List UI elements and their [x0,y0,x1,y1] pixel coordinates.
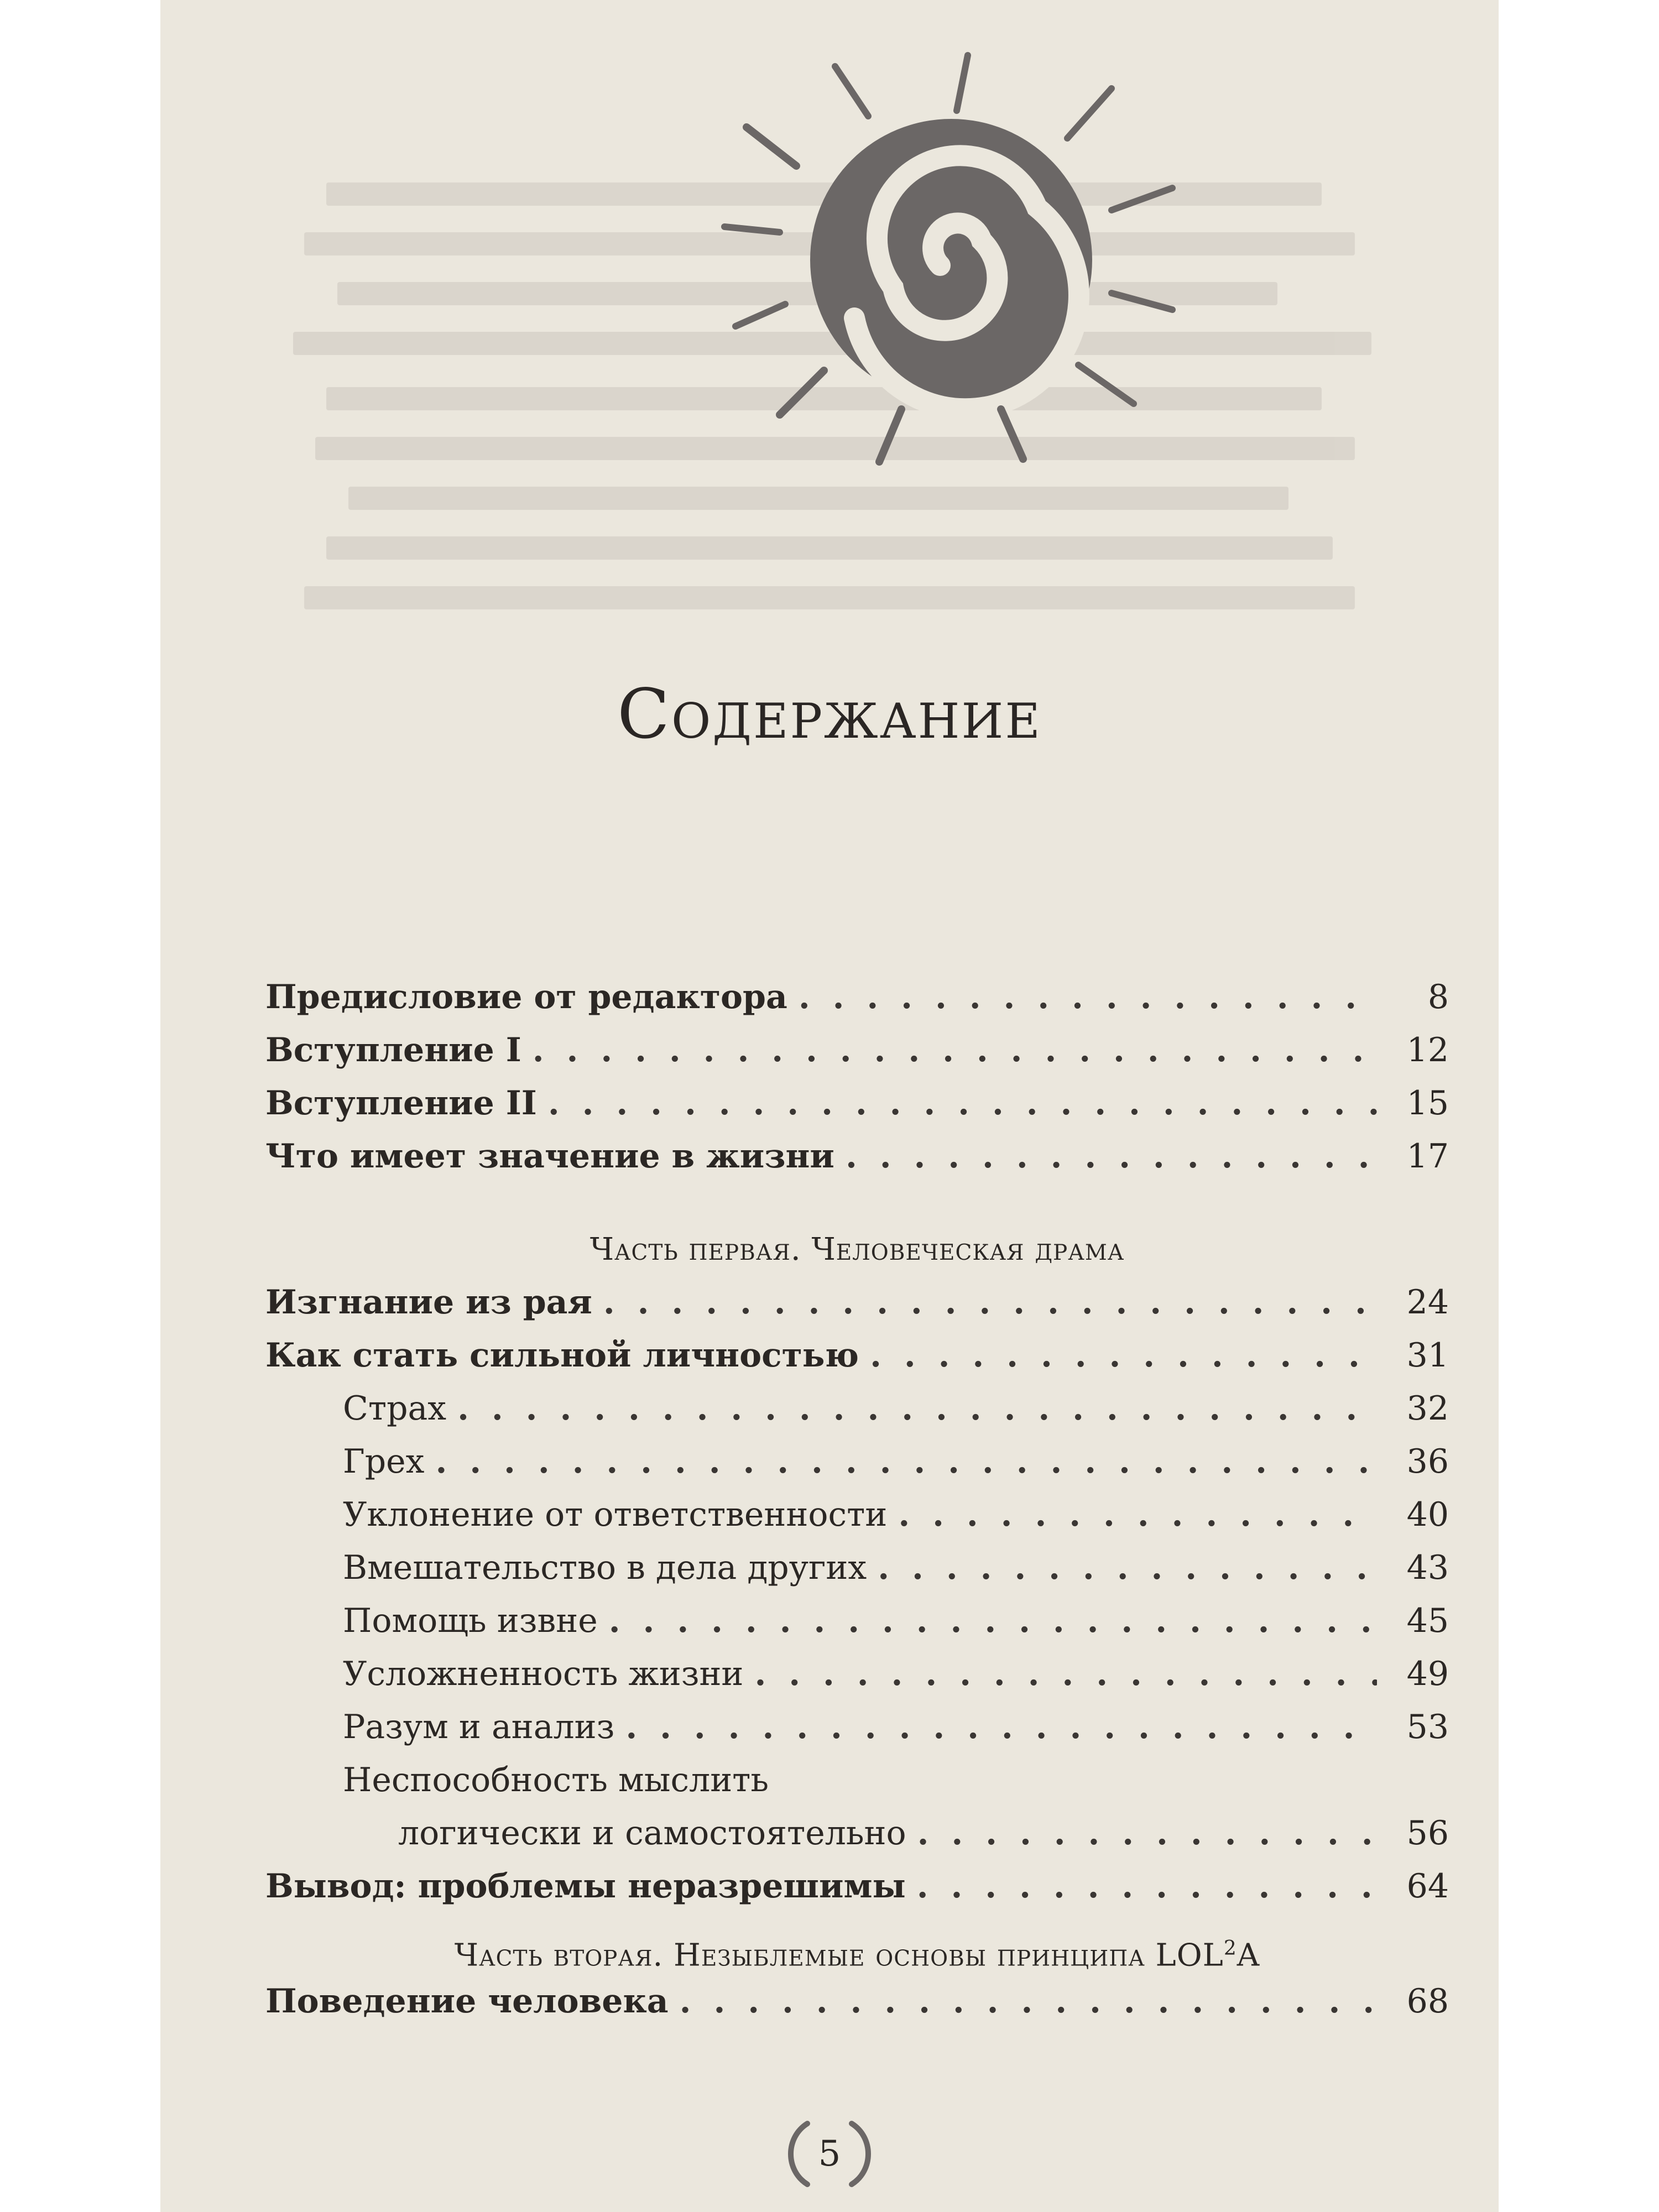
toc-entry [265,1975,1449,2028]
toc-subentry-line1 [265,1754,1449,1807]
dot-leader [917,1807,1377,1860]
toc-entry-page: 12 [1406,1031,1449,1070]
part-one-heading: Часть первая. Человеческая драма [589,1232,1125,1267]
toc-entry-label: Уклонение от ответственности [343,1495,888,1534]
dot-leader [680,1975,1377,2028]
toc-entry-label: Предисловие от редактора [265,978,787,1016]
toc-entry-label: Помощь извне [343,1601,598,1640]
toc-entry-page: 40 [1406,1495,1449,1534]
toc-entry-label: Усложненность жизни [343,1655,744,1693]
part-two-heading-text: Часть вторая. Незыблемые основы принципа LOL [454,1937,1224,1974]
toc-entry [265,1024,1449,1077]
toc-entry-page: 56 [1406,1814,1449,1853]
toc-entry-label: Что имеет значение в жизни [265,1137,834,1176]
dot-leader [878,1541,1377,1594]
page-title: Содержание [617,675,1042,754]
toc-entry-label: Неспособность мыслить [343,1761,769,1799]
toc-subentry [265,1488,1449,1541]
toc-entry-label: Грех [343,1442,425,1481]
toc-entry [265,971,1449,1024]
toc-entry-page: 32 [1406,1389,1449,1428]
dot-leader [435,1435,1377,1488]
toc-subentry [265,1700,1449,1754]
toc-entry-page: 64 [1406,1867,1449,1906]
folio [160,2112,1499,2198]
toc-entry-label: Как стать сильной личностью [265,1336,859,1375]
toc-entry-label: Вступление II [265,1084,537,1123]
page-number: 5 [818,2133,841,2174]
toc-entry-label: Разум и анализ [343,1708,615,1746]
toc-entry-page: 43 [1406,1548,1449,1587]
toc-entry-label: Вмешательство в дела других [343,1548,867,1587]
toc-entry-label: Поведение человека [265,1982,669,2021]
toc-entry [265,1130,1449,1183]
toc-entry [265,1860,1449,1913]
dot-leader [799,971,1377,1024]
dot-leader [754,1647,1377,1700]
toc-entry-page: 24 [1406,1283,1449,1322]
dot-leader [898,1488,1377,1541]
dot-leader [846,1130,1377,1183]
part-two-heading-sup: 2 [1223,1937,1237,1960]
toc-entry-page: 15 [1406,1084,1449,1123]
part-two-heading [265,1913,1449,1975]
dot-leader [609,1594,1377,1647]
toc-subentry [265,1647,1449,1700]
dot-leader [533,1024,1377,1077]
part-two-heading-suffix: A [1237,1937,1260,1974]
toc-entry-page: 68 [1406,1982,1449,2021]
dot-leader [870,1329,1377,1382]
toc-entry-page: 36 [1406,1442,1449,1481]
toc-entry [265,1329,1449,1382]
toc-entry-page: 45 [1406,1601,1449,1640]
toc-entry-label: Вывод: проблемы неразрешимы [265,1867,906,1906]
toc-entry [265,1077,1449,1130]
toc-subentry [265,1594,1449,1647]
dot-leader [603,1276,1377,1329]
toc-subentry-line2 [265,1807,1449,1860]
toc-entry-page: 53 [1406,1708,1449,1746]
dot-leader [625,1700,1377,1754]
toc-subentry [265,1382,1449,1435]
toc-entry-page: 8 [1427,978,1449,1016]
toc-subentry [265,1435,1449,1488]
toc-entry [265,1276,1449,1329]
page-number-ornament [774,2112,885,2195]
toc-entry-label: Страх [343,1389,447,1428]
toc-entry-label: Вступление I [265,1031,521,1070]
dot-leader [457,1382,1377,1435]
toc-entry-page: 31 [1406,1336,1449,1375]
dot-leader [548,1077,1377,1130]
table-of-contents [265,971,1449,2028]
toc-entry-page: 49 [1406,1655,1449,1693]
spiral-sun-emblem [713,50,1189,470]
book-page [160,0,1499,2212]
toc-entry-page: 17 [1406,1137,1449,1176]
dot-leader [917,1860,1377,1913]
toc-entry-label: логически и самостоятельно [398,1814,906,1853]
toc-subentry [265,1541,1449,1594]
toc-entry-label: Изгнание из рая [265,1283,592,1322]
